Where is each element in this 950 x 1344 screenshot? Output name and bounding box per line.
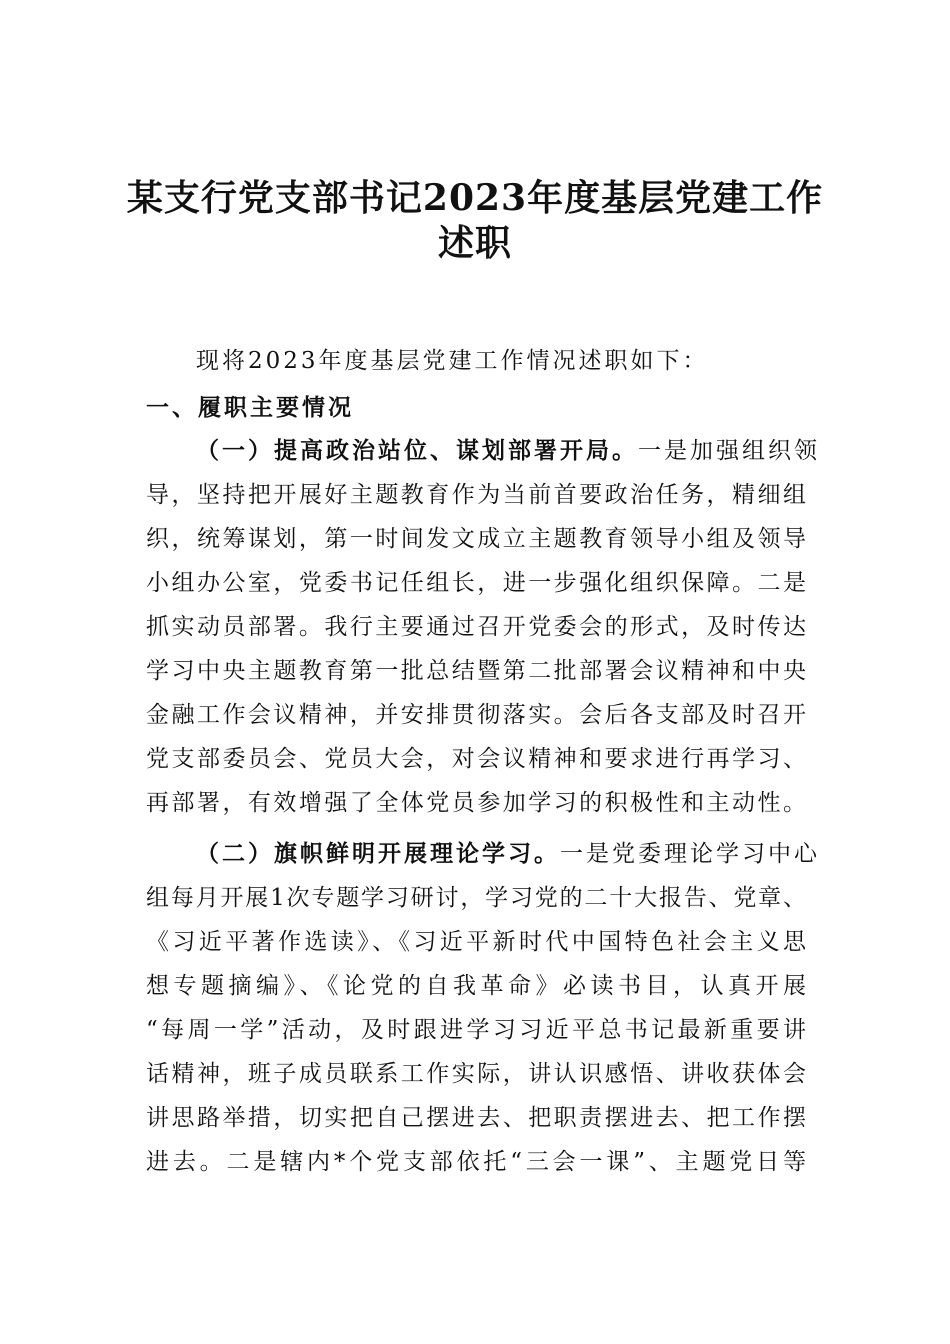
para2-line: “每周一学”活动，及时跟进学习习近平总书记最新重要讲 xyxy=(146,1017,806,1043)
para2-line: 想专题摘编》、《论党的自我革命》必读书目，认真开展 xyxy=(146,973,806,999)
para1-line: 抓实动员部署。我行主要通过召开党委会的形式，及时传达 xyxy=(146,614,806,640)
para2-line1-rest: 一是党委理论学习中心 xyxy=(560,841,820,867)
para2-line: 进去。二是辖内*个党支部依托“三会一课”、主题党日等 xyxy=(146,1149,806,1175)
para2-line: 讲思路举措，切实把自己摆进去、把职责摆进去、把工作摆 xyxy=(146,1105,806,1131)
intro-paragraph: 现将2023年度基层党建工作情况述职如下： xyxy=(196,348,709,374)
para1-line1-rest: 一是加强组织领 xyxy=(638,438,820,464)
para2-line: 《习近平著作选读》、《习近平新时代中国特色社会主义思 xyxy=(146,929,806,955)
para1-line: 织，统筹谋划，第一时间发文成立主题教育领导小组及领导 xyxy=(146,526,806,552)
para1-line1 xyxy=(196,436,876,466)
section1-heading: 一、履职主要情况 xyxy=(146,394,354,421)
para1-line: 党支部委员会、党员大会，对会议精神和要求进行再学习、 xyxy=(146,746,806,772)
para1-line: 金融工作会议精神，并安排贯彻落实。会后各支部及时召开 xyxy=(146,702,806,728)
para2-line: 组每月开展1次专题学习研讨，学习党的二十大报告、党章、 xyxy=(146,885,806,911)
document-title-line2: 述职 xyxy=(437,222,512,264)
para1-line: 再部署，有效增强了全体党员参加学习的积极性和主动性。 xyxy=(146,790,806,816)
para1-line: 小组办公室，党委书记任组长，进一步强化组织保障。二是 xyxy=(146,570,806,596)
para2-lead: （二）旗帜鲜明开展理论学习。 xyxy=(196,840,560,867)
para2-line1 xyxy=(196,839,876,869)
para2-line: 话精神，班子成员联系工作实际，讲认识感悟、讲收获体会 xyxy=(146,1061,806,1087)
para1-line: 学习中央主题教育第一批总结暨第二批部署会议精神和中央 xyxy=(146,658,806,684)
para1-lead: （一）提高政治站位、谋划部署开局。 xyxy=(196,437,638,464)
para1-line: 导，坚持把开展好主题教育作为当前首要政治任务，精细组 xyxy=(146,482,806,508)
document-title-line1: 某支行党支部书记2023年度基层党建工作 xyxy=(126,177,824,219)
